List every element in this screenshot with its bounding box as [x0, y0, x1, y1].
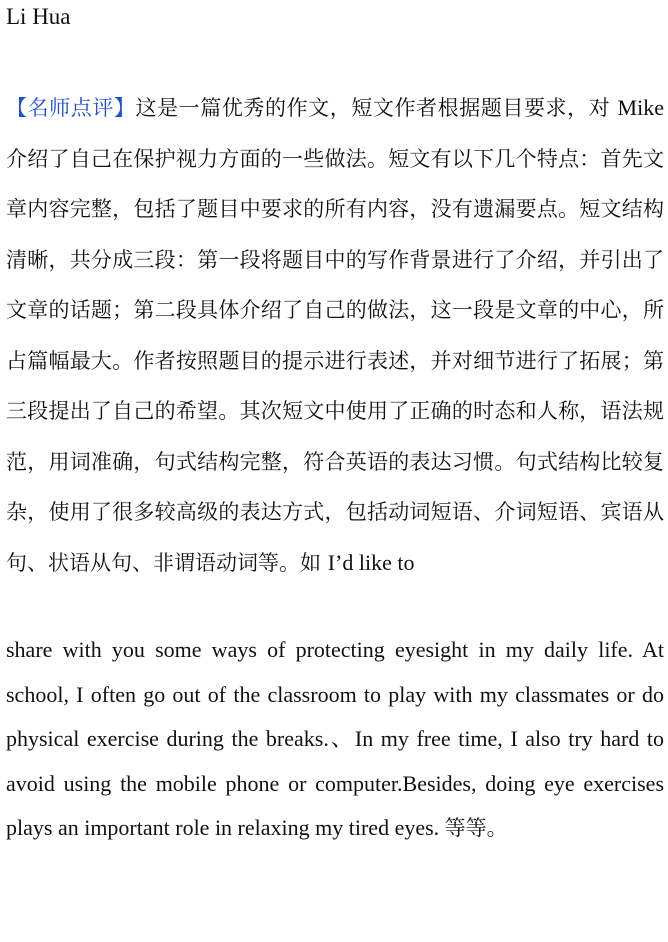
author-signature: Li Hua	[6, 4, 71, 29]
review-body: 介绍了自己在保护视力方面的一些做法。短文有以下几个特点：首先文章内容完整，包括了题目中要求的所有内容，没有遗漏要点。短文结构清晰，共分成三段：第一段将题目中的写作背景进行了介绍，并引出了文章的话题；第二段具体介绍了自己的做法，这一段是文章的中心，所占篇幅最大。作者按照题目的提示进行表述，并对细节进行了拓展；第三段提出了自己的希望。其次短文中使用了正确的时态和人称，语法规范，用词准确，句式结构完整，符合英语的表达习惯。句式结构比较复杂，使用了很多较高级的表达方式，包括动词短语、介词短语、宾语从句、状语从句、非谓语动词等。如	[6, 146, 664, 575]
review-intro: 这是一篇优秀的作文，短文作者根据题目要求，对	[135, 96, 618, 120]
example-first-words: I’d like to	[327, 549, 415, 575]
teacher-review-paragraph	[6, 83, 664, 588]
example-tail: 等等。	[444, 816, 508, 840]
review-name-mike: Mike	[617, 95, 664, 120]
example-text: share with you some ways of protecting eyesight in my daily life. At school, I often go out of the classroom to play with my classmates or do physical exercise during the breaks.、In my free time, I also try hard to avoid using the mobile phone or computer.Besides, doing eye exercises plays an important role in relaxing my tired eyes.	[6, 637, 664, 840]
review-tag: 【名师点评】	[6, 96, 136, 120]
example-sentences	[6, 628, 664, 851]
